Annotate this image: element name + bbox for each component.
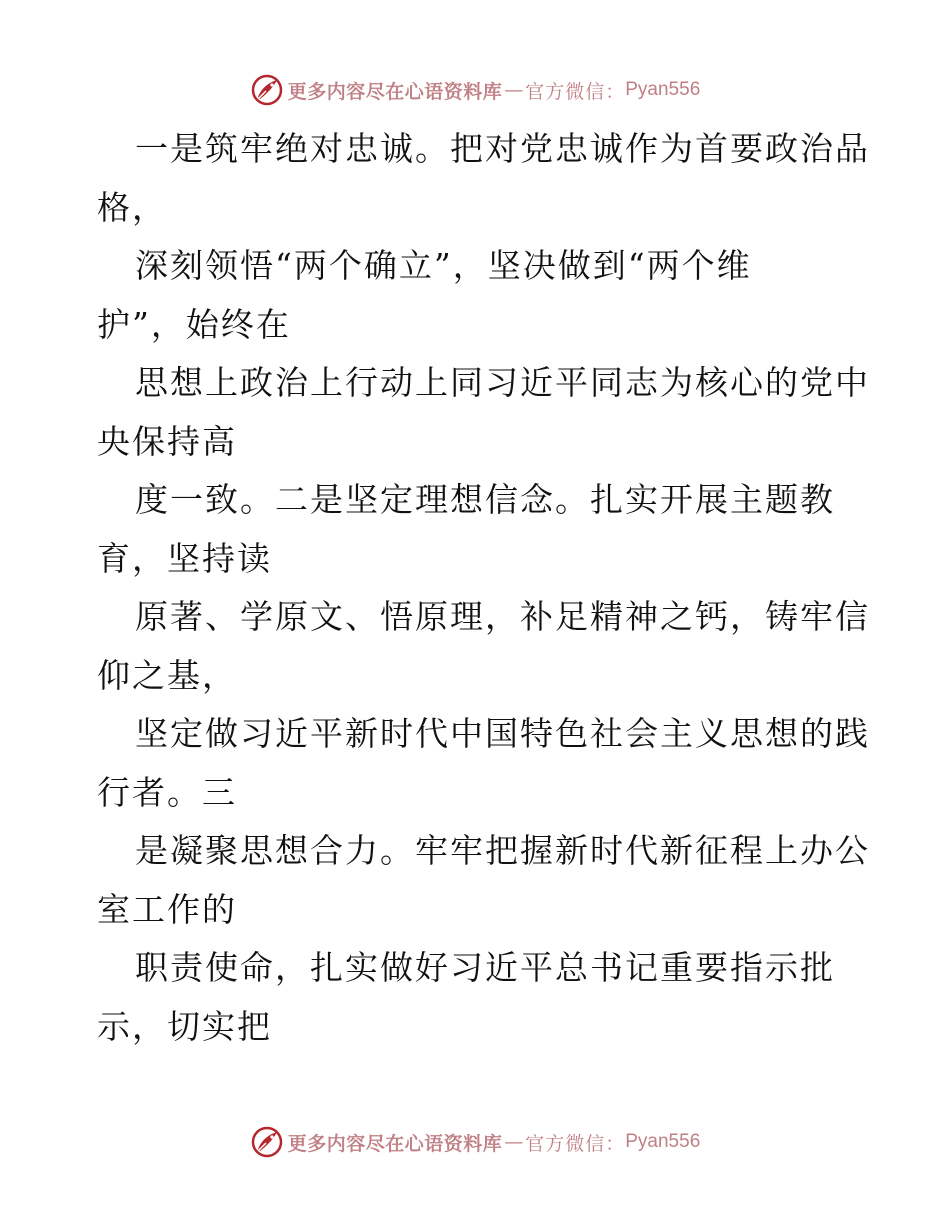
text-line: 示，切实把 <box>97 1006 272 1046</box>
footer-site-name: 更多内容尽在心语资料库 <box>287 1132 503 1155</box>
text-line: 度一致。二是坚定理想信念。扎实开展主题教 <box>135 480 835 519</box>
text-line: 是凝聚思想合力。牢牢把握新时代新征程上办公 <box>135 831 870 870</box>
text-line: 思想上政治上行动上同习近平同志为核心的党中 <box>135 363 870 402</box>
footer-wechat-label: 官方微信： <box>525 1132 626 1155</box>
footer-separator: — <box>504 1131 524 1153</box>
header-wechat-id: Pyan556 <box>625 79 701 100</box>
text-line: 育，坚持读 <box>97 538 272 578</box>
header-banner <box>0 70 950 110</box>
text-line: 坚定做习近平新时代中国特色社会主义思想的践 <box>135 714 870 753</box>
text-line: 职责使命，扎实做好习近平总书记重要指示批 <box>135 948 835 987</box>
text-line: 深刻领悟“两个确立”，坚决做到“两个维 <box>135 246 752 285</box>
header-separator: — <box>504 79 524 101</box>
text-line: 行者。三 <box>97 772 237 812</box>
pen-logo-icon <box>250 73 284 107</box>
text-line: 原著、学原文、悟原理，补足精神之钙，铸牢信 <box>135 597 870 636</box>
footer-banner <box>0 1122 950 1162</box>
footer-wechat-id: Pyan556 <box>625 1131 701 1152</box>
text-line: 护”，始终在 <box>97 304 291 344</box>
text-line: 仰之基， <box>97 655 237 695</box>
text-line: 室工作的 <box>97 889 237 929</box>
header-site-name: 更多内容尽在心语资料库 <box>287 80 503 103</box>
body-text <box>97 120 870 1056</box>
text-line: 央保持高 <box>97 421 237 461</box>
text-line: 一是筑牢绝对忠诚。把对党忠诚作为首要政治品 <box>135 129 870 168</box>
header-wechat-label: 官方微信： <box>525 80 626 103</box>
pen-logo-icon <box>250 1125 284 1159</box>
text-line: 格， <box>97 187 167 227</box>
